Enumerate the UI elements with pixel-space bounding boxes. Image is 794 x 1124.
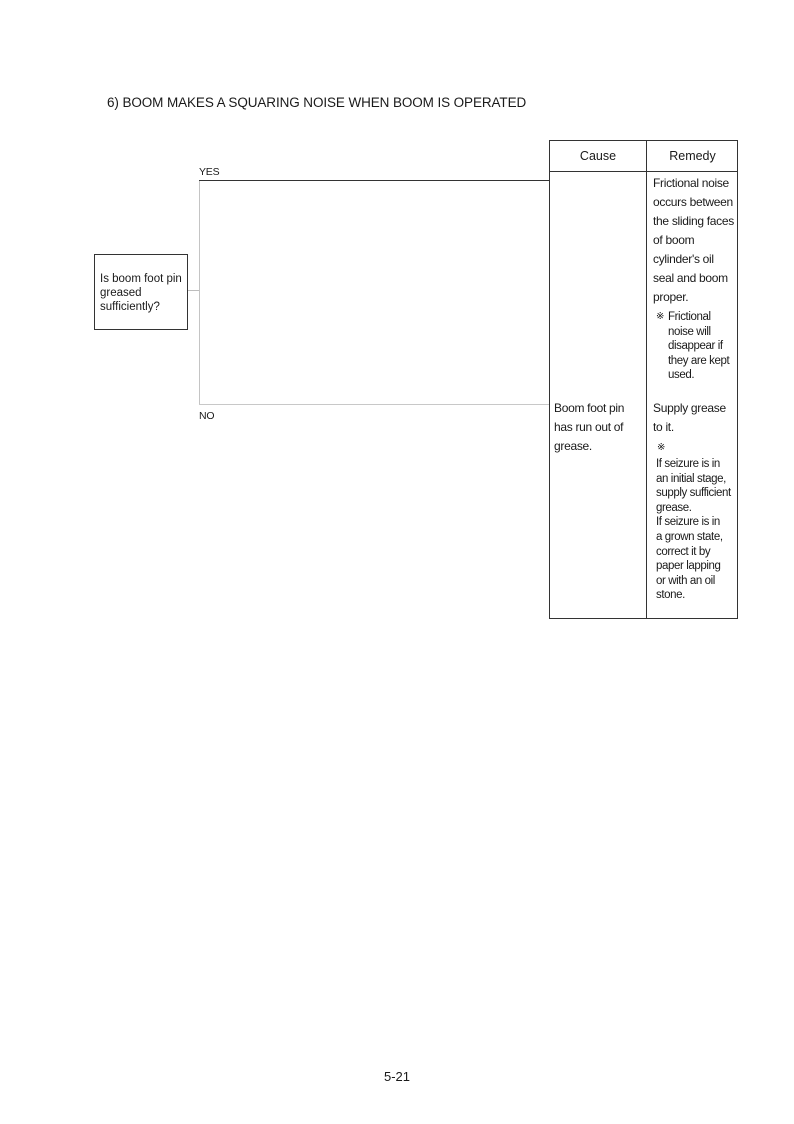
remedy-line: Supply grease bbox=[653, 401, 726, 415]
note-line: supply sufficient bbox=[656, 487, 731, 500]
remedy-line: the sliding faces bbox=[653, 214, 734, 228]
remedy-cell-row1 bbox=[653, 174, 734, 307]
note-row1 bbox=[668, 310, 729, 383]
column-divider bbox=[646, 141, 647, 618]
note-line: If seizure is in bbox=[656, 516, 720, 529]
header-divider bbox=[550, 171, 737, 172]
note-mark-icon: ※ bbox=[656, 311, 665, 322]
page-number: 5-21 bbox=[383, 1069, 411, 1084]
no-branch-line bbox=[199, 404, 549, 405]
note-line: stone. bbox=[656, 589, 685, 602]
remedy-line: occurs between bbox=[653, 195, 733, 209]
cause-line: has run out of bbox=[554, 420, 624, 434]
note-mark-icon: ※ bbox=[657, 442, 666, 453]
question-line: sufficiently? bbox=[100, 301, 160, 313]
header-remedy: Remedy bbox=[669, 149, 716, 163]
no-label: NO bbox=[199, 410, 215, 422]
question-box bbox=[94, 254, 188, 330]
note-line: an initial stage, bbox=[656, 472, 726, 485]
remedy-line: seal and boom bbox=[653, 271, 728, 285]
note-line: paper lapping bbox=[656, 560, 721, 573]
question-line: greased bbox=[100, 287, 142, 299]
note-line: grease. bbox=[656, 501, 692, 514]
cause-cell-row2 bbox=[554, 399, 624, 456]
remedy-line: cylinder's oil bbox=[653, 252, 714, 266]
cause-line: grease. bbox=[554, 439, 592, 453]
remedy-line: Frictional noise bbox=[653, 176, 729, 190]
question-line: Is boom foot pin bbox=[100, 273, 182, 285]
cause-line: Boom foot pin bbox=[554, 401, 625, 415]
branch-connector-vertical bbox=[199, 180, 200, 405]
note-line: If seizure is in bbox=[656, 458, 720, 470]
remedy-line: proper. bbox=[653, 290, 689, 304]
yes-branch-line bbox=[199, 180, 549, 181]
yes-label: YES bbox=[199, 166, 220, 178]
note-line: correct it by bbox=[656, 545, 711, 558]
note-line: used. bbox=[668, 369, 695, 382]
remedy-line: of boom bbox=[653, 233, 695, 247]
note-line: a grown state, bbox=[656, 530, 723, 543]
note-line: they are kept bbox=[668, 354, 730, 367]
cause-remedy-table bbox=[549, 140, 738, 619]
note-line: Frictional bbox=[668, 311, 711, 323]
note-line: noise will bbox=[668, 325, 711, 338]
remedy-cell-row2 bbox=[653, 399, 726, 437]
section-heading: 6) BOOM MAKES A SQUARING NOISE WHEN BOOM IS OPERATED bbox=[107, 95, 527, 110]
note-line: disappear if bbox=[668, 340, 723, 353]
remedy-line: to it. bbox=[653, 420, 674, 434]
note-row2 bbox=[656, 457, 731, 603]
note-line: or with an oil bbox=[656, 574, 715, 587]
header-cause: Cause bbox=[579, 149, 617, 163]
